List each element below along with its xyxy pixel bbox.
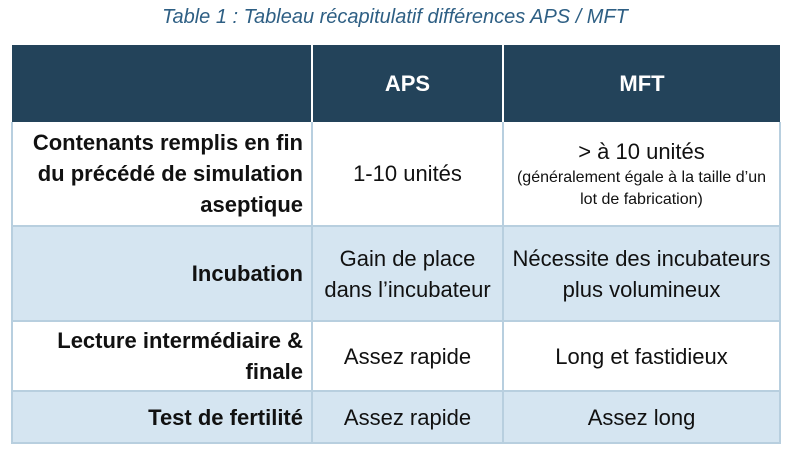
row-label: Lecture intermédiaire & finale <box>12 321 312 391</box>
mft-main-value: > à 10 unités <box>578 138 705 164</box>
row-label: Test de fertilité <box>12 391 312 443</box>
mft-value: Long et fastidieux <box>503 321 780 391</box>
table-row <box>12 226 780 321</box>
mft-note: (généralement égale à la taille d’un lot de fabrication) <box>516 168 767 208</box>
header-empty <box>12 45 312 122</box>
aps-value: 1-10 unités <box>312 122 503 226</box>
table-row <box>12 321 780 391</box>
header-mft: MFT <box>503 45 780 122</box>
aps-value: Assez rapide <box>312 391 503 443</box>
table-caption: Table 1 : Tableau récapitulatif différences APS / MFT <box>162 6 628 28</box>
aps-value: Assez rapide <box>312 321 503 391</box>
mft-value: Assez long <box>503 391 780 443</box>
aps-value: Gain de place dans l’incubateur <box>312 226 503 321</box>
mft-value <box>503 122 780 226</box>
mft-value: Nécessite des incubateurs plus volumineux <box>503 226 780 321</box>
row-label: Contenants remplis en fin du précédé de simulation aseptique <box>12 122 312 226</box>
table-header-row <box>12 45 780 122</box>
table-row <box>12 122 780 226</box>
header-aps: APS <box>312 45 503 122</box>
row-label: Incubation <box>12 226 312 321</box>
comparison-table <box>11 45 781 444</box>
table-row <box>12 391 780 443</box>
